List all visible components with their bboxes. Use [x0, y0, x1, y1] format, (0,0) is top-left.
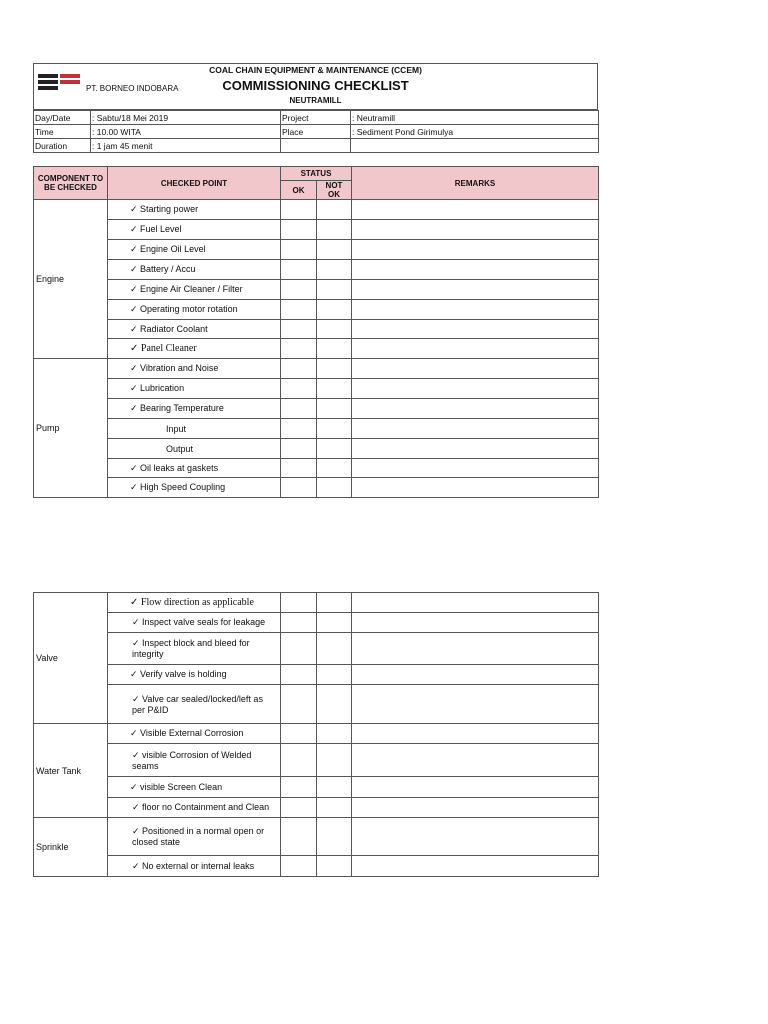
status-ok-cell[interactable] [281, 724, 317, 744]
status-ok-cell[interactable] [281, 818, 317, 856]
info-label: Time [34, 125, 91, 139]
status-ok-cell[interactable] [281, 439, 317, 459]
checked-point: ✓ Oil leaks at gaskets [108, 459, 281, 478]
status-ok-cell[interactable] [281, 200, 317, 220]
page-title: COMMISSIONING CHECKLIST [222, 78, 409, 93]
status-ok-cell[interactable] [281, 856, 317, 877]
status-not-ok-cell[interactable] [317, 798, 352, 818]
table-row [34, 685, 599, 724]
component-cell: Engine [34, 200, 108, 359]
table-row [34, 613, 599, 633]
checked-point: ✓ Flow direction as applicable [108, 593, 281, 613]
status-not-ok-cell[interactable] [317, 818, 352, 856]
checked-point: ✓ visible Screen Clean [108, 777, 281, 798]
status-not-ok-cell[interactable] [317, 724, 352, 744]
table-row [34, 260, 599, 280]
info-value-2: : Neutramill [351, 111, 599, 125]
remarks-cell[interactable] [352, 818, 599, 856]
checked-point: ✓ Inspect block and bleed for integrity [108, 633, 281, 665]
status-not-ok-cell[interactable] [317, 399, 352, 419]
remarks-cell[interactable] [352, 459, 599, 478]
status-not-ok-cell[interactable] [317, 300, 352, 320]
table-row [34, 240, 599, 260]
table-row [34, 359, 599, 379]
checked-point: ✓ Inspect valve seals for leakage [108, 613, 281, 633]
table-row [34, 478, 599, 498]
table-row [34, 798, 599, 818]
col-checked-point: CHECKED POINT [108, 167, 281, 200]
status-not-ok-cell[interactable] [317, 613, 352, 633]
remarks-cell[interactable] [352, 339, 599, 359]
remarks-cell[interactable] [352, 633, 599, 665]
info-value: : 1 jam 45 menit [91, 139, 281, 153]
remarks-cell[interactable] [352, 665, 599, 685]
status-ok-cell[interactable] [281, 665, 317, 685]
table-row [34, 818, 599, 856]
status-ok-cell[interactable] [281, 379, 317, 399]
checked-point: ✓ Lubrication [108, 379, 281, 399]
status-ok-cell[interactable] [281, 613, 317, 633]
component-cell: Water Tank [34, 724, 108, 818]
checklist-table-2 [33, 592, 599, 877]
checked-point: ✓ Bearing Temperature [108, 399, 281, 419]
remarks-cell[interactable] [352, 240, 599, 260]
info-label-2 [281, 139, 351, 153]
checked-point: ✓ Vibration and Noise [108, 359, 281, 379]
remarks-cell[interactable] [352, 856, 599, 877]
table-row [34, 856, 599, 877]
status-ok-cell[interactable] [281, 478, 317, 498]
table-row [34, 320, 599, 339]
remarks-cell[interactable] [352, 744, 599, 777]
checked-point: ✓ visible Corrosion of Welded seams [108, 744, 281, 777]
remarks-cell[interactable] [352, 220, 599, 240]
checked-point: ✓ Starting power [108, 200, 281, 220]
table-row [34, 777, 599, 798]
status-ok-cell[interactable] [281, 744, 317, 777]
status-not-ok-cell[interactable] [317, 200, 352, 220]
company-name: PT. BORNEO INDOBARA [86, 84, 179, 93]
status-not-ok-cell[interactable] [317, 359, 352, 379]
remarks-cell[interactable] [352, 613, 599, 633]
status-not-ok-cell[interactable] [317, 379, 352, 399]
table-row [34, 300, 599, 320]
status-ok-cell[interactable] [281, 399, 317, 419]
status-ok-cell[interactable] [281, 593, 317, 613]
status-not-ok-cell[interactable] [317, 439, 352, 459]
table-row [34, 399, 599, 419]
header-box [33, 63, 598, 110]
status-not-ok-cell[interactable] [317, 459, 352, 478]
status-not-ok-cell[interactable] [317, 339, 352, 359]
status-not-ok-cell[interactable] [317, 665, 352, 685]
table-row [34, 200, 599, 220]
status-ok-cell[interactable] [281, 320, 317, 339]
status-not-ok-cell[interactable] [317, 260, 352, 280]
info-label-2: Project [281, 111, 351, 125]
status-not-ok-cell[interactable] [317, 280, 352, 300]
table-row [34, 339, 599, 359]
checked-point: ✓ Operating motor rotation [108, 300, 281, 320]
checked-point: ✓ Visible External Corrosion [108, 724, 281, 744]
table-row [34, 633, 599, 665]
checked-point: ✓ Verify valve is holding [108, 665, 281, 685]
remarks-cell[interactable] [352, 200, 599, 220]
status-not-ok-cell[interactable] [317, 593, 352, 613]
checked-point: ✓ Engine Air Cleaner / Filter [108, 280, 281, 300]
page-subtitle: NEUTRAMILL [289, 96, 342, 105]
table-row [34, 379, 599, 399]
checked-point: ✓ Battery / Accu [108, 260, 281, 280]
col-component: COMPONENT TO BE CHECKED [34, 167, 108, 200]
info-value-2: : Sediment Pond Girimulya [351, 125, 599, 139]
table-row [34, 220, 599, 240]
remarks-cell[interactable] [352, 593, 599, 613]
table-row [34, 419, 599, 439]
component-cell: Pump [34, 359, 108, 498]
checked-point: ✓ Radiator Coolant [108, 320, 281, 339]
component-cell: Valve [34, 593, 108, 724]
info-value-2 [351, 139, 599, 153]
remarks-cell[interactable] [352, 280, 599, 300]
table-row [34, 744, 599, 777]
table-row [34, 665, 599, 685]
status-ok-cell[interactable] [281, 685, 317, 724]
status-ok-cell[interactable] [281, 633, 317, 665]
status-ok-cell[interactable] [281, 459, 317, 478]
info-label-2: Place [281, 125, 351, 139]
status-not-ok-cell[interactable] [317, 320, 352, 339]
remarks-cell[interactable] [352, 798, 599, 818]
info-table [33, 110, 599, 153]
status-not-ok-cell[interactable] [317, 856, 352, 877]
remarks-cell[interactable] [352, 359, 599, 379]
remarks-cell[interactable] [352, 724, 599, 744]
info-row [34, 111, 599, 125]
status-ok-cell[interactable] [281, 220, 317, 240]
info-row [34, 125, 599, 139]
remarks-cell[interactable] [352, 439, 599, 459]
table-row [34, 439, 599, 459]
status-ok-cell[interactable] [281, 777, 317, 798]
status-ok-cell[interactable] [281, 339, 317, 359]
org-name: COAL CHAIN EQUIPMENT & MAINTENANCE (CCEM) [209, 65, 422, 75]
status-not-ok-cell[interactable] [317, 220, 352, 240]
remarks-cell[interactable] [352, 777, 599, 798]
info-value: : Sabtu/18 Mei 2019 [91, 111, 281, 125]
remarks-cell[interactable] [352, 300, 599, 320]
info-label: Day/Date [34, 111, 91, 125]
checked-point: ✓ Positioned in a normal open or closed state [108, 818, 281, 856]
status-not-ok-cell[interactable] [317, 478, 352, 498]
status-ok-cell[interactable] [281, 280, 317, 300]
col-status: STATUS [281, 167, 352, 181]
col-ok: OK [281, 181, 317, 200]
checked-point: Output [108, 439, 281, 459]
checked-point: ✓ Valve car sealed/locked/left as per P&ID [108, 685, 281, 724]
col-not-ok: NOT OK [317, 181, 352, 200]
component-cell: Sprinkle [34, 818, 108, 877]
status-not-ok-cell[interactable] [317, 419, 352, 439]
remarks-cell[interactable] [352, 320, 599, 339]
status-not-ok-cell[interactable] [317, 240, 352, 260]
status-not-ok-cell[interactable] [317, 744, 352, 777]
status-ok-cell[interactable] [281, 240, 317, 260]
status-ok-cell[interactable] [281, 798, 317, 818]
remarks-cell[interactable] [352, 260, 599, 280]
status-ok-cell[interactable] [281, 419, 317, 439]
remarks-cell[interactable] [352, 685, 599, 724]
info-value: : 10.00 WITA [91, 125, 281, 139]
remarks-cell[interactable] [352, 419, 599, 439]
status-ok-cell[interactable] [281, 300, 317, 320]
checked-point: ✓ Engine Oil Level [108, 240, 281, 260]
info-label: Duration [34, 139, 91, 153]
checked-point: ✓ High Speed Coupling [108, 478, 281, 498]
col-remarks: REMARKS [352, 167, 599, 200]
remarks-cell[interactable] [352, 399, 599, 419]
status-not-ok-cell[interactable] [317, 633, 352, 665]
table-row [34, 724, 599, 744]
checked-point: ✓ No external or internal leaks [108, 856, 281, 877]
status-ok-cell[interactable] [281, 260, 317, 280]
status-not-ok-cell[interactable] [317, 777, 352, 798]
checked-point: ✓ Fuel Level [108, 220, 281, 240]
status-ok-cell[interactable] [281, 359, 317, 379]
remarks-cell[interactable] [352, 478, 599, 498]
checklist-table-1 [33, 166, 599, 498]
table-row [34, 459, 599, 478]
checked-point: ✓ Panel Cleaner [108, 339, 281, 359]
info-row [34, 139, 599, 153]
table-row [34, 280, 599, 300]
remarks-cell[interactable] [352, 379, 599, 399]
table-row [34, 593, 599, 613]
checked-point: Input [108, 419, 281, 439]
checked-point: ✓ floor no Containment and Clean [108, 798, 281, 818]
status-not-ok-cell[interactable] [317, 685, 352, 724]
